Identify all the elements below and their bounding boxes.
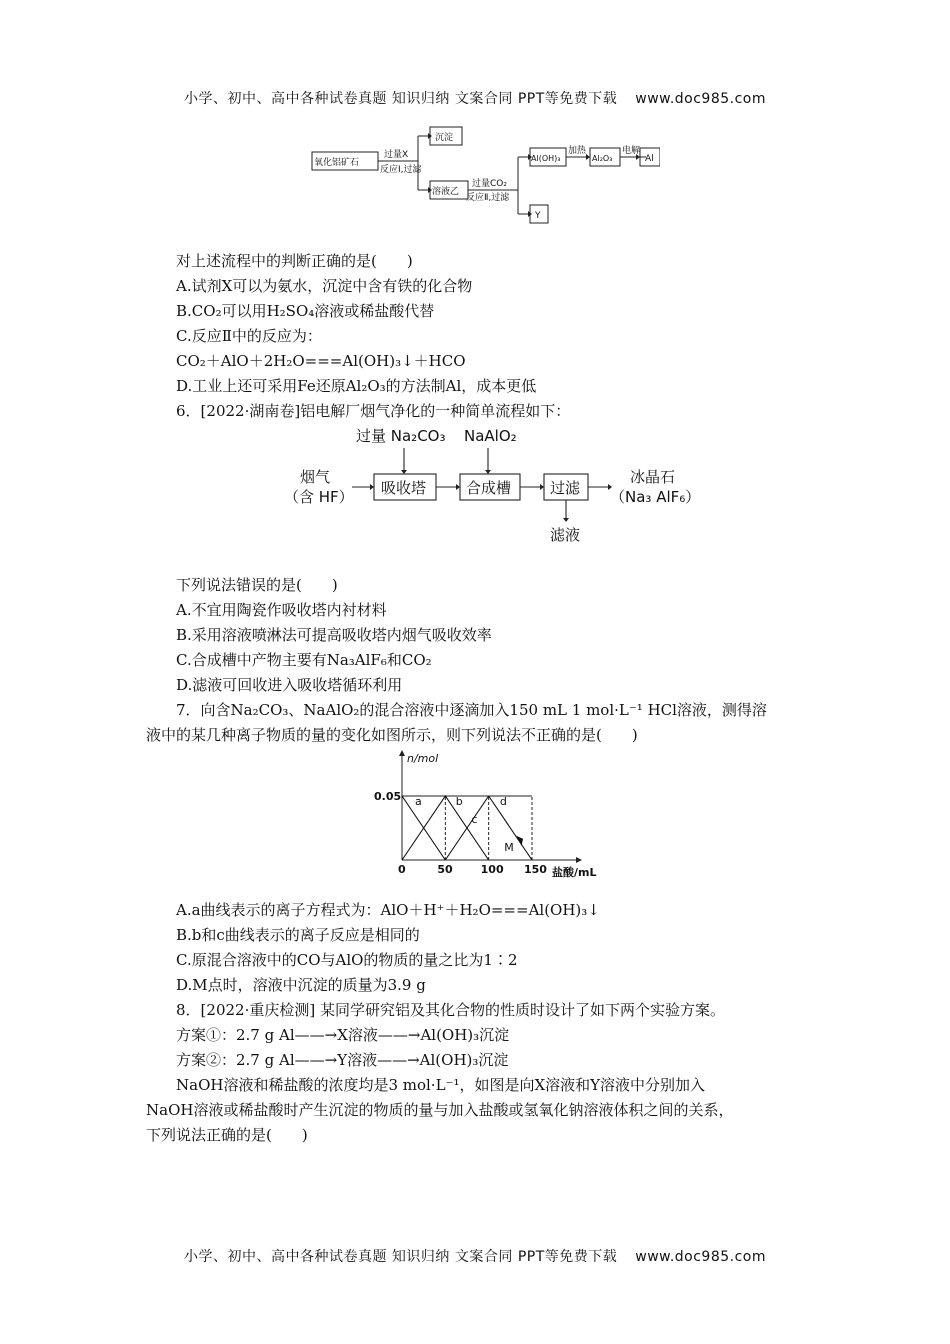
- q6-option-d: D.滤液可回收进入吸收塔循环利用: [176, 676, 403, 694]
- filter-label: 过滤: [550, 479, 581, 497]
- flue-gas-note: （含 HF）: [284, 488, 354, 506]
- series-label-a: a: [415, 794, 422, 808]
- flue-gas-label: 烟气: [300, 468, 331, 486]
- point-m-label: M: [504, 841, 514, 855]
- cryolite-formula: （Na₃ AlF₆）: [610, 488, 701, 506]
- q8-paragraph-line2: NaOH溶液或稀盐酸时产生沉淀的物质的量与加入盐酸或氢氧化钠溶液体积之间的关系，: [146, 1101, 734, 1119]
- y-axis-arrow: [399, 750, 405, 756]
- footer-site[interactable]: www.doc985.com: [635, 1249, 767, 1265]
- solution-b-label: 溶液乙: [432, 187, 460, 197]
- q8-paragraph-line1: NaOH溶液和稀盐酸的浓度均是3 mol·L⁻¹，如图是向X溶液和Y溶液中分别加入: [176, 1076, 706, 1094]
- q8-stem: 8．[2022·重庆检测] 某同学研究铝及其化合物的性质时设计了如下两个实验方案。: [176, 1001, 725, 1019]
- header-site[interactable]: www.doc985.com: [635, 91, 767, 107]
- x-tick-label: 150: [524, 863, 547, 876]
- q7-chart: [360, 748, 620, 880]
- q8-paragraph-line3: 下列说法正确的是( ): [146, 1126, 308, 1144]
- y-tick-label: 0.05: [374, 790, 402, 803]
- y-label: Y: [535, 211, 541, 221]
- x-axis-label: 盐酸/mL: [552, 866, 597, 879]
- q8-plan-2: 方案②：2.7 g Al——→Y溶液——→Al(OH)₃沉淀: [176, 1051, 509, 1069]
- synthesis-tank-label: 合成槽: [466, 479, 512, 497]
- q6-question: 下列说法错误的是( ): [176, 576, 338, 594]
- x-tick-label: 0: [398, 863, 406, 876]
- header-text: 小学、初中、高中各种试卷真题 知识归纳 文案合同 PPT等免费下载: [183, 91, 618, 107]
- q5-option-a: A.试剂X可以为氨水，沉淀中含有铁的化合物: [176, 277, 473, 295]
- q7-option-b: B.b和c曲线表示的离子反应是相同的: [176, 926, 420, 944]
- q5-option-b: B.CO₂可以用H₂SO₄溶液或稀盐酸代替: [176, 302, 435, 320]
- q8-plan-1: 方案①：2.7 g Al——→X溶液——→Al(OH)₃沉淀: [176, 1026, 510, 1044]
- reagent-na2co3: 过量 Na₂CO₃: [356, 427, 446, 445]
- reagent-naalo2: NaAlO₂: [464, 427, 517, 445]
- precipitate-label: 沉淀: [435, 133, 454, 143]
- y-axis-label: n/mol: [407, 752, 439, 765]
- step1-bottom: 反应Ⅰ,过滤: [380, 165, 422, 175]
- q5-stem: 对上述流程中的判断正确的是( ): [176, 252, 413, 270]
- q6-option-b: B.采用溶液喷淋法可提高吸收塔内烟气吸收效率: [176, 626, 492, 644]
- aloh3-label: Al(OH)₃: [531, 154, 561, 163]
- q7-option-c: C.原混合溶液中的CO与AlO的物质的量之比为1∶2: [176, 951, 518, 969]
- series-label-c: c: [471, 812, 478, 826]
- q7-stem-line2: 液中的某几种离子物质的量的变化如图所示，则下列说法不正确的是( ): [146, 726, 638, 744]
- q6-option-c: C.合成槽中产物主要有Na₃AlF₆和CO₂: [176, 651, 432, 669]
- step1-top: 过量X: [384, 150, 409, 160]
- page-header: [0, 88, 950, 108]
- series-label-d: d: [499, 794, 507, 808]
- q7-option-d: D.M点时，溶液中沉淀的质量为3.9 g: [176, 976, 426, 994]
- electrolysis-label: 电解: [622, 146, 641, 156]
- q5-option-c-equation: CO₂＋AlO＋2H₂O===Al(OH)₃↓＋HCO: [176, 352, 466, 370]
- absorber-label: 吸收塔: [381, 479, 427, 497]
- filtrate-label: 滤液: [550, 526, 581, 544]
- al-label: Al: [645, 154, 654, 164]
- bauxite-flow-diagram: [300, 120, 660, 226]
- ore-label: 氧化铝矿石: [314, 158, 360, 168]
- step2-bottom: 反应Ⅱ,过滤: [466, 193, 510, 203]
- cryolite-label: 冰晶石: [630, 468, 676, 486]
- q6-stem: 6．[2022·湖南卷]铝电解厂烟气净化的一种简单流程如下：: [176, 402, 571, 420]
- x-tick-label: 50: [437, 863, 453, 876]
- x-axis-arrow: [576, 857, 582, 863]
- q6-option-a: A.不宜用陶瓷作吸收塔内衬材料: [176, 601, 387, 619]
- footer-text: 小学、初中、高中各种试卷真题 知识归纳 文案合同 PPT等免费下载: [183, 1249, 618, 1265]
- q5-option-d: D.工业上还可采用Fe还原Al₂O₃的方法制Al，成本更低: [176, 377, 537, 395]
- x-tick-label: 100: [480, 863, 504, 876]
- q7-stem-line1: 7．向含Na₂CO₃、NaAlO₂的混合溶液中逐滴加入150 mL 1 mol·L⁻¹ HCl溶液，测得溶: [176, 701, 767, 719]
- al2o3-label: Al₂O₃: [592, 154, 613, 163]
- flue-gas-flow-diagram: [270, 424, 710, 548]
- q5-option-c: C.反应Ⅱ中的反应为：: [176, 327, 322, 345]
- page-footer: [0, 1246, 950, 1266]
- series-label-b: b: [455, 794, 463, 808]
- heat-label: 加热: [568, 146, 587, 156]
- q7-option-a: A.a曲线表示的离子方程式为：AlO＋H⁺＋H₂O===Al(OH)₃↓: [176, 901, 600, 919]
- step2-top: 过量CO₂: [472, 179, 507, 189]
